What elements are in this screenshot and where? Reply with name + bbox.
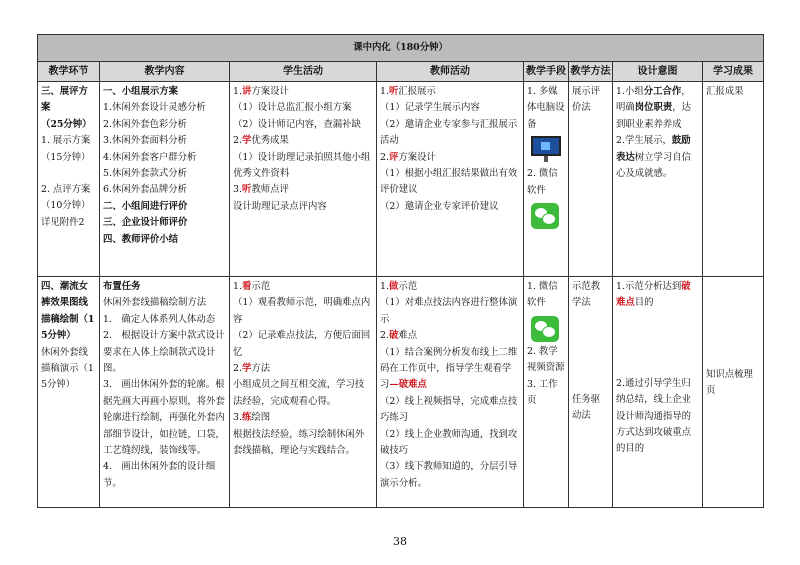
row2-intent <box>613 277 703 508</box>
intent-line <box>616 279 699 312</box>
teacher-detail: （2）邀请企业专家参与汇报展示活动 <box>380 118 518 147</box>
step-keyword: 讲 <box>241 86 252 97</box>
teacher-detail: （2）邀请企业专家评价建议 <box>380 200 499 212</box>
means-item: 2. 教学视频资源 <box>527 345 565 374</box>
teacher-detail-keyword: —破难点 <box>389 379 427 391</box>
intent-text: 2.学生展示， <box>616 135 672 147</box>
row1-result: 汇报成果 <box>703 82 764 277</box>
student-step <box>233 361 373 377</box>
step-number: 1. <box>380 86 389 97</box>
student-detail: （1）观看教师示范，明确难点内容 <box>233 297 371 325</box>
stage-step: 1. 展示方案 <box>41 135 91 147</box>
row2-student <box>230 277 377 508</box>
means-item: 1. 微信软件 <box>527 281 558 309</box>
intent-emphasis: 分工合作 <box>643 86 682 97</box>
content-item: 1.休闲外套设计灵感分析 <box>103 102 206 114</box>
header-intent: 设计意图 <box>613 62 703 82</box>
step-text: 方法 <box>251 363 271 375</box>
student-detail: （1）设计总监汇报小组方案 <box>233 102 352 114</box>
step-keyword: 练 <box>241 412 252 424</box>
content-heading: 四、教师评价小结 <box>103 233 179 245</box>
row2-teacher <box>377 277 524 508</box>
teacher-step <box>380 150 520 166</box>
step-text: 方案设计 <box>251 86 289 97</box>
content-heading: 二、小组间进行评价 <box>103 200 188 212</box>
row2-means <box>524 277 569 508</box>
student-step <box>233 410 373 426</box>
step-number: 3. <box>233 184 242 196</box>
step-number: 3. <box>233 412 242 424</box>
content-heading: 一、小组展示方案 <box>103 86 179 97</box>
content-item: 6.休闲外套品牌分析 <box>103 184 187 196</box>
content-heading: 三、企业设计师评价 <box>103 217 188 229</box>
step-keyword: 听 <box>388 86 399 97</box>
teacher-detail: （1）对难点技法内容进行整体演示 <box>380 297 518 325</box>
student-step <box>233 133 373 149</box>
content-item: 3.休闲外套面料分析 <box>103 135 187 147</box>
student-detail: 根据技法经验，练习绘制休闲外套线描稿，理论与实践结合。 <box>233 428 365 457</box>
row1-content <box>100 82 230 277</box>
step-text: 汇报展示 <box>398 86 436 97</box>
result-text: 知识点梳理页 <box>706 369 753 397</box>
teacher-detail: （1）根据小组汇报结果做出有效评价建议 <box>380 168 518 196</box>
step-number: 2. <box>233 363 242 375</box>
teacher-detail: （3）线下教师知道的，分层引导演示分析。 <box>380 461 518 489</box>
page-number: 38 <box>393 535 407 548</box>
step-text: 方案设计 <box>398 151 436 163</box>
intent-text: 1.示范分析达到 <box>616 281 682 292</box>
monitor-icon <box>531 136 561 162</box>
step-number: 1. <box>233 86 242 97</box>
row1-method: 展示评价法 <box>569 82 613 277</box>
content-item: 5.休闲外套款式分析 <box>103 168 187 180</box>
intent-emphasis: 岗位职责 <box>634 102 673 114</box>
header-student: 学生活动 <box>230 62 377 82</box>
content-item: 3. 画出休闲外套的轮廓。根据先画大再画小原则，将外套轮廓进行绘制，再强化外套内部细节设计，如拉链，口袋，工艺缝纫线，装饰线等。 <box>103 379 225 457</box>
student-step <box>233 182 373 198</box>
header-means: 教学手段 <box>524 62 569 82</box>
intent-text: ，明确 <box>616 86 691 114</box>
step-number: 1. <box>380 281 389 292</box>
header-row <box>38 62 764 82</box>
step-keyword: 学 <box>241 135 252 147</box>
row2-stage <box>38 277 100 508</box>
table-row <box>38 277 764 508</box>
method-item: 任务驱动法 <box>572 393 601 422</box>
content-item: 4.休闲外套客户群分析 <box>103 151 197 163</box>
stage-appendix: 详见附件2 <box>41 216 85 228</box>
row2-result <box>703 277 764 508</box>
header-stage: 教学环节 <box>38 62 100 82</box>
content-item: 2. 根据设计方案中款式设计要求在人体上绘制款式设计图。 <box>103 330 225 375</box>
means-item: 2. 微信软件 <box>527 168 558 196</box>
student-step <box>233 279 373 295</box>
intent-emphasis: 破难点 <box>616 281 691 309</box>
step-keyword: 看 <box>241 281 252 292</box>
teacher-detail: （2）线上企业教师沟通，找到攻破技巧 <box>380 428 518 457</box>
step-number: 1. <box>233 281 242 292</box>
step-text: 教师点评 <box>251 184 289 196</box>
row2-content <box>100 277 230 508</box>
teacher-detail: （2）线上视频指导，完成难点技巧练习 <box>380 395 518 424</box>
stage-title: 三、展评方案 <box>41 86 88 114</box>
header-teacher: 教师活动 <box>377 62 524 82</box>
content-item: 2.休闲外套色彩分析 <box>103 118 187 130</box>
table-title: 课中内化（180分钟） <box>38 35 764 62</box>
stage-title: 四、潮流女裤效果图线描稿绘制（15分钟） <box>41 281 95 342</box>
means-item: 3. 工作页 <box>527 378 558 407</box>
teacher-detail: （1）记录学生展示内容 <box>380 102 480 114</box>
content-item: 1. 确定人体系列人体动态 <box>103 313 216 325</box>
header-result: 学习成果 <box>703 62 764 82</box>
stage-duration: （25分钟） <box>41 118 92 130</box>
row1-means <box>524 82 569 277</box>
teacher-detail <box>380 345 520 394</box>
student-detail: （2）记录难点技法，方便后面回忆 <box>233 330 371 358</box>
method-item: 示范教学法 <box>572 281 601 309</box>
step-text: 示范 <box>251 281 271 292</box>
spacer <box>572 312 609 392</box>
stage-step: 2. 点评方案 <box>41 184 91 196</box>
row1-stage <box>38 82 100 277</box>
row1-intent <box>613 82 703 277</box>
header-content: 教学内容 <box>100 62 230 82</box>
teacher-step <box>380 84 520 100</box>
stage-step-duration: （10分钟） <box>41 200 91 212</box>
step-number: 2. <box>233 135 242 147</box>
stage-step: 休闲外套线描稿演示（15分钟） <box>41 346 94 391</box>
header-method: 教学方法 <box>569 62 613 82</box>
content-item: 4. 画出休闲外套的设计细节。 <box>103 461 216 489</box>
intent-text: 树立学习自信心及成就感。 <box>616 151 692 180</box>
intent-text: 目的 <box>634 297 654 309</box>
row1-student <box>230 82 377 277</box>
lesson-plan-table <box>37 34 764 508</box>
step-text: 绘图 <box>251 412 271 424</box>
step-text: 示范 <box>398 281 418 292</box>
student-step <box>233 84 373 100</box>
spacer <box>706 279 760 367</box>
wechat-icon <box>531 316 559 342</box>
student-detail: 设计助理记录点评内容 <box>233 200 327 212</box>
student-detail: （2）设计师记内容，查漏补缺 <box>233 118 361 130</box>
means-item: 1. 多媒体电脑设备 <box>527 86 565 130</box>
teacher-detail-text: （1）结合案例分析发布线上二维码在工作页中，指导学生观看学习 <box>380 346 518 391</box>
step-text: 优秀成果 <box>251 135 289 147</box>
intent-line <box>616 133 699 182</box>
spacer <box>616 312 699 376</box>
student-detail: 小组成员之间互相交流，学习技法经验，完成观看心得。 <box>233 379 365 407</box>
step-keyword: 评 <box>388 151 399 163</box>
step-keyword: 做 <box>388 281 399 292</box>
step-keyword: 学 <box>241 363 252 375</box>
stage-step-duration: （15分钟） <box>41 151 91 163</box>
teacher-step <box>380 279 520 295</box>
content-heading: 布置任务 <box>103 281 141 292</box>
row2-method <box>569 277 613 508</box>
step-keyword: 破 <box>388 330 399 342</box>
content-intro: 休闲外套线描稿绘制方法 <box>103 297 207 309</box>
intent-text: 1.小组 <box>616 86 644 97</box>
intent-text: ，达到职业素养养成 <box>616 102 692 130</box>
step-number: 2. <box>380 151 389 163</box>
wechat-icon <box>531 203 559 229</box>
student-detail: （1）设计助理记录拍照其他小组优秀文件资料 <box>233 151 371 180</box>
spacer <box>41 166 96 182</box>
intent-emphasis: 鼓励表达 <box>616 135 691 163</box>
step-keyword: 听 <box>241 184 252 196</box>
step-number: 2. <box>380 330 389 342</box>
intent-line: 2.通过引导学生归纳总结，线上企业设计师沟通指导的方式达到攻破重点的目的 <box>616 377 692 455</box>
teacher-step <box>380 328 520 344</box>
table-row <box>38 82 764 277</box>
step-text: 难点 <box>398 330 418 342</box>
row1-teacher <box>377 82 524 277</box>
